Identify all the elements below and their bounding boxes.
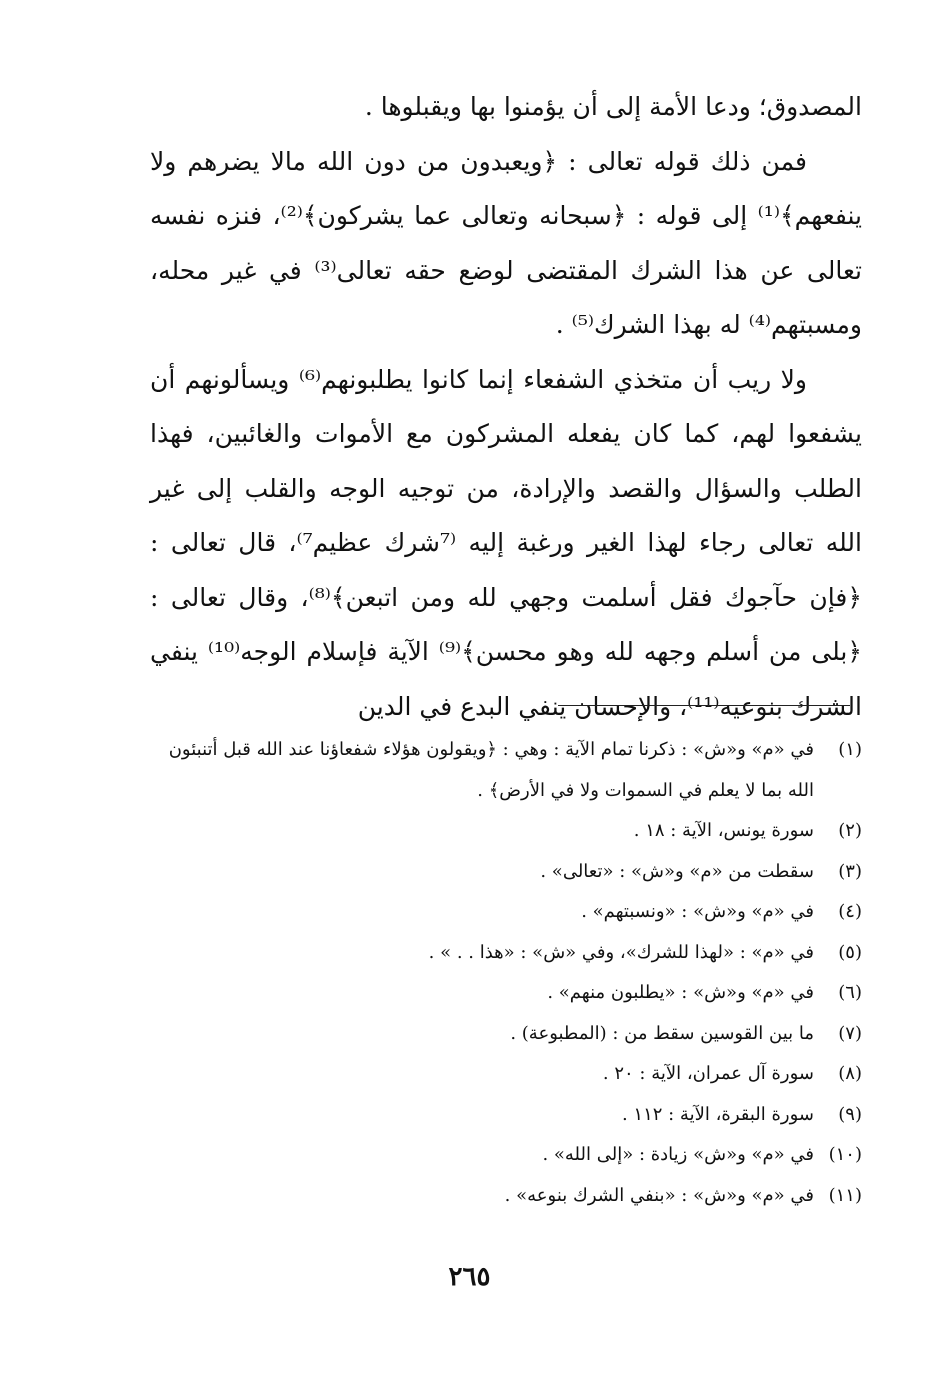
footnote-number: (١) bbox=[838, 739, 862, 760]
footnote-number: (٩) bbox=[838, 1103, 862, 1125]
footnote-text: في «م» و«ش» : ذكرنا تمام الآية : وهي : ﴿ويقولون هؤلاء شفعاؤنا عند الله قبل أتنبئون الله بما لا يعلم في السموات ولا في الأرض﴾ . bbox=[168, 739, 814, 801]
footnote-number: (١٠) bbox=[828, 1144, 862, 1165]
footnote bbox=[150, 933, 862, 974]
footnote bbox=[150, 1095, 862, 1136]
footnote-number: (٨) bbox=[838, 1063, 862, 1084]
footnote-text: سقطت من «م» و«ش» : «تعالى» . bbox=[540, 860, 814, 882]
footnote bbox=[150, 1014, 862, 1055]
footnote-text: في «م» و«ش» : «يطلبون منهم» . bbox=[547, 982, 814, 1003]
footnote-text: في «م» و«ش» : «ونسبتهم» . bbox=[581, 901, 814, 922]
footnote-number: (٤) bbox=[838, 901, 862, 922]
footnote bbox=[150, 892, 862, 933]
paragraph: ولا ريب أن متخذي الشفعاء إنما كانوا يطلبونهم⁽⁶⁾ ويسألونهم أن يشفعوا لهم، كما كان يفعله المشركون مع الأموات والغائبين، فهذا الطلب والسؤال والقصد والإرادة، من توجيه الوجه والقلب إلى غير الله تعالى رجاء لهذا الغير ورغبة إليه ⁽⁷شرك عظيم⁷⁾، قال تعالى : ﴿فإن حآجوك فقل أسلمت وجهي لله ومن اتبعن﴾⁽⁸⁾، وقال تعالى : ﴿بلى من أسلم وجهه لله وهو محسن﴾⁽⁹⁾ الآية فإسلام الوجه⁽¹⁰⁾ ينفي الشرك بنوعيه⁽¹¹⁾، والإحسان ينفي البدع في الدين bbox=[150, 364, 862, 721]
footnote-text: سورة البقرة، الآية : ١١٢ . bbox=[621, 1103, 814, 1125]
page-number: ٢٦٥ bbox=[448, 1262, 491, 1292]
paragraph-continuation: المصدوق؛ ودعا الأمة إلى أن يؤمنوا بها ويقبلوها . bbox=[364, 92, 862, 121]
footnote-number: (٦) bbox=[838, 982, 862, 1003]
footnotes bbox=[150, 730, 862, 1216]
footnote-text: في «م» و«ش» : «بنفي الشرك بنوعه» . bbox=[504, 1184, 814, 1206]
footnote-number: (٣) bbox=[838, 860, 862, 882]
footnote-divider bbox=[558, 705, 850, 706]
footnote bbox=[150, 730, 862, 811]
footnote bbox=[150, 1135, 862, 1176]
footnote-number: (٧) bbox=[838, 1022, 862, 1044]
footnote-text: سورة يونس، الآية : ١٨ . bbox=[633, 820, 814, 841]
footnote bbox=[150, 811, 862, 852]
footnote bbox=[150, 852, 862, 893]
footnote bbox=[150, 973, 862, 1014]
footnote-text: ما بين القوسين سقط من : (المطبوعة) . bbox=[510, 1022, 814, 1044]
footnote bbox=[150, 1176, 862, 1217]
paragraph: فمن ذلك قوله تعالى : ﴿ويعبدون من دون الله مالا يضرهم ولا ينفعهم﴾⁽¹⁾ إلى قوله : ﴿سبحانه وتعالى عما يشركون﴾⁽²⁾، فنزه نفسه تعالى عن هذا الشرك المقتضى لوضع حقه تعالى⁽³⁾ في غير محله، ومسبتهم⁽⁴⁾ له بهذا الشرك⁽⁵⁾ . bbox=[150, 146, 862, 339]
footnote-number: (٢) bbox=[838, 820, 862, 841]
main-text bbox=[150, 80, 862, 734]
footnote-text: سورة آل عمران، الآية : ٢٠ . bbox=[602, 1063, 814, 1084]
footnote-number: (١١) bbox=[828, 1184, 862, 1206]
footnote-text: في «م» و«ش» زيادة : «إلى الله» . bbox=[542, 1144, 814, 1165]
footnote-number: (٥) bbox=[838, 941, 862, 963]
footnote bbox=[150, 1054, 862, 1095]
footnote-text: في «م» : «لهذا للشرك»، وفي «ش» : «هذا . . » . bbox=[428, 941, 814, 963]
